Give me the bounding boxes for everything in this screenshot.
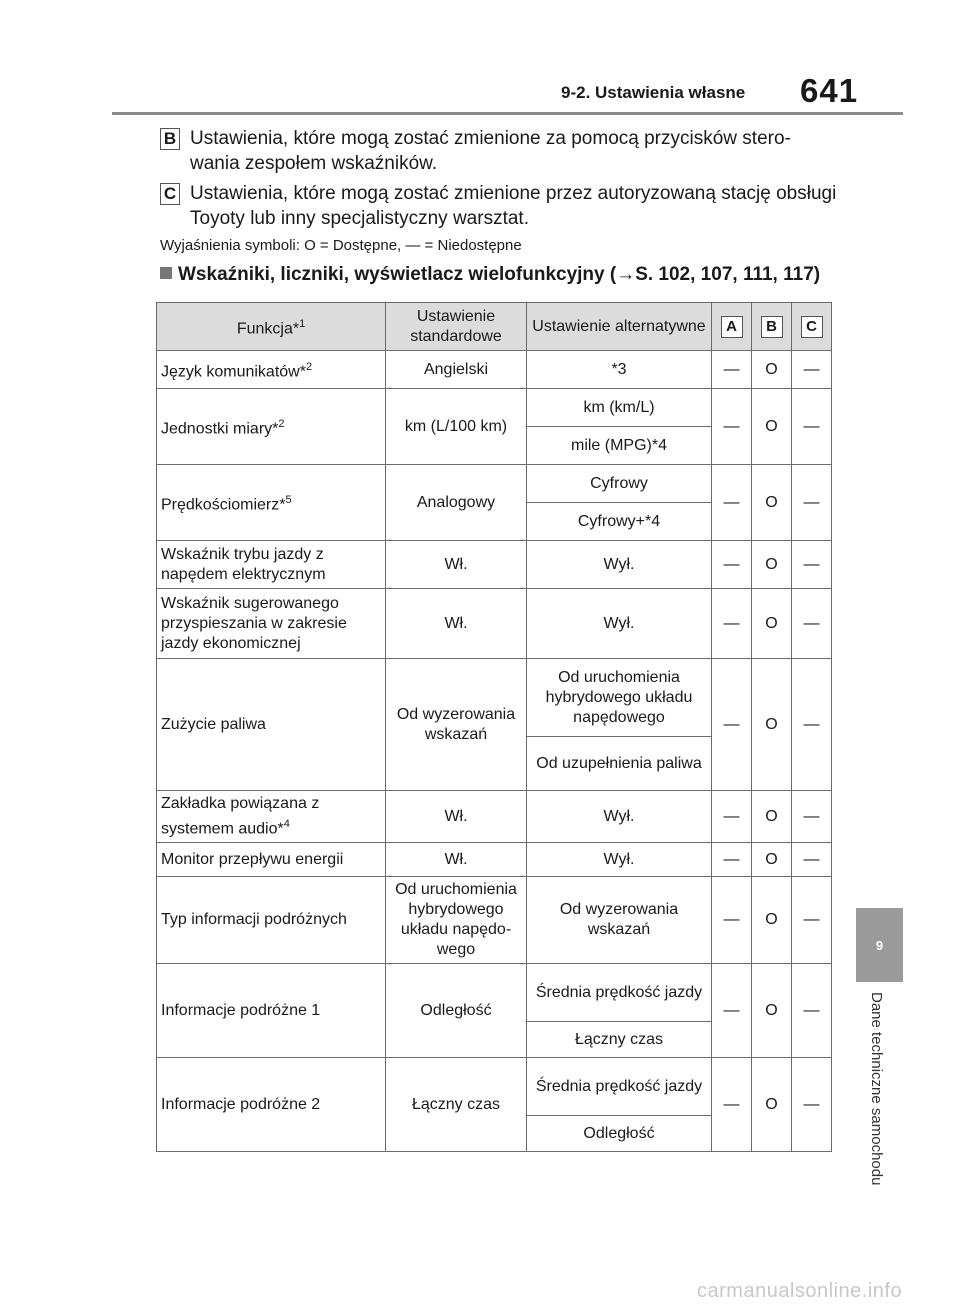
column-c-cell: —	[792, 964, 832, 1058]
column-b-cell: O	[752, 1058, 792, 1152]
function-label: Informacje podróżne 1	[161, 1001, 321, 1019]
watermark: carmanualsonline.info	[697, 1280, 903, 1302]
column-a-cell: —	[712, 465, 752, 541]
standard-cell: Angielski	[386, 351, 527, 389]
standard-cell: Odległość	[386, 964, 527, 1058]
standard-cell: Wł.	[386, 843, 527, 877]
alternative-cell: Cyfrowy	[527, 465, 712, 503]
column-a-cell: —	[712, 389, 752, 465]
column-c-cell: —	[792, 389, 832, 465]
function-cell	[157, 877, 386, 964]
square-bullet-icon	[160, 267, 172, 279]
column-c-cell: —	[792, 541, 832, 589]
table-row	[157, 1058, 832, 1116]
function-cell	[157, 351, 386, 389]
table-row	[157, 877, 832, 964]
alternative-cell: Średnia prędkość jazdy	[527, 1058, 712, 1116]
function-cell	[157, 589, 386, 659]
chapter-tab: 9	[856, 908, 903, 982]
standard-cell: Od wyzerowania wskazań	[386, 659, 527, 791]
function-label: Wskaźnik trybu jazdy z napędem elektrycznym	[161, 545, 326, 583]
function-footnote: 5	[285, 493, 292, 506]
column-b-cell: O	[752, 389, 792, 465]
section-title: 9-2. Ustawienia własne	[561, 83, 746, 102]
column-c-cell: —	[792, 351, 832, 389]
column-a-cell: —	[712, 351, 752, 389]
symbol-legend: Wyjaśnienia symboli: O = Dostępne, — = Niedostępne	[160, 237, 522, 254]
function-label: Wskaźnik sugerowanego przyspieszania w zakresie jazdy ekonomicznej	[161, 594, 347, 652]
alternative-cell: Wył.	[527, 791, 712, 843]
column-a-cell: —	[712, 589, 752, 659]
column-b-cell: O	[752, 791, 792, 843]
table-row	[157, 389, 832, 427]
table-header-row	[157, 303, 832, 351]
chapter-label: Dane techniczne samochodu	[868, 992, 885, 1186]
header-alternative: Ustawienie alternatywne	[527, 303, 712, 351]
alternative-cell: Cyfrowy+*4	[527, 503, 712, 541]
column-c-cell: —	[792, 877, 832, 964]
alternative-cell: Łączny czas	[527, 1022, 712, 1058]
column-c-cell: —	[792, 843, 832, 877]
standard-cell: Wł.	[386, 791, 527, 843]
column-a-cell: —	[712, 541, 752, 589]
header-c-box: C	[801, 316, 823, 338]
function-cell	[157, 389, 386, 465]
function-footnote: 4	[283, 818, 290, 830]
table-row	[157, 465, 832, 503]
note-c-box: C	[160, 183, 180, 205]
header-function-footnote: 1	[299, 317, 306, 330]
alternative-cell: Wył.	[527, 843, 712, 877]
table-row	[157, 659, 832, 737]
header-a-box: A	[721, 316, 743, 338]
column-c-cell: —	[792, 791, 832, 843]
alternative-cell: km (km/L)	[527, 389, 712, 427]
alternative-cell: Wył.	[527, 589, 712, 659]
function-cell	[157, 659, 386, 791]
table-heading	[160, 264, 820, 286]
standard-cell: km (L/100 km)	[386, 389, 527, 465]
header-function-label: Funkcja*	[236, 320, 300, 338]
function-cell	[157, 541, 386, 589]
function-label: Zakładka powiązana z systemem audio*	[161, 795, 320, 838]
function-cell	[157, 1058, 386, 1152]
header-a	[712, 303, 752, 351]
standard-cell: Łączny czas	[386, 1058, 527, 1152]
column-c-cell: —	[792, 659, 832, 791]
standard-cell: Od uruchomienia hybrydowego układu napędo-wego	[386, 877, 527, 964]
column-b-cell: O	[752, 877, 792, 964]
column-b-cell: O	[752, 465, 792, 541]
table-row	[157, 589, 832, 659]
column-c-cell: —	[792, 465, 832, 541]
table-row	[157, 541, 832, 589]
header-b	[752, 303, 792, 351]
alternative-cell: Wył.	[527, 541, 712, 589]
column-c-cell: —	[792, 1058, 832, 1152]
alternative-cell: Odległość	[527, 1116, 712, 1152]
column-b-cell: O	[752, 589, 792, 659]
alternative-cell: Od uzupełnienia paliwa	[527, 737, 712, 791]
function-label: Język komunikatów*	[161, 363, 306, 381]
column-a-cell: —	[712, 843, 752, 877]
function-cell	[157, 964, 386, 1058]
header-rule	[112, 112, 903, 115]
function-label: Prędkościomierz*	[161, 496, 286, 514]
function-label: Jednostki miary*	[161, 420, 279, 438]
table-row	[157, 791, 832, 843]
alternative-cell: Od wyzerowania wskazań	[527, 877, 712, 964]
column-a-cell: —	[712, 659, 752, 791]
header-standard: Ustawienie standardowe	[386, 303, 527, 351]
table-row	[157, 964, 832, 1022]
header-function	[157, 303, 386, 351]
column-a-cell: —	[712, 964, 752, 1058]
settings-table	[156, 302, 832, 1152]
page-number: 641	[800, 72, 859, 109]
alternative-cell: mile (MPG)*4	[527, 427, 712, 465]
column-b-cell: O	[752, 351, 792, 389]
function-label: Monitor przepływu energii	[161, 850, 344, 868]
note-b-text: Ustawienia, które mogą zostać zmienione za pomocą przycisków stero-wania zespołem wskaźników.	[190, 128, 791, 174]
function-cell	[157, 465, 386, 541]
column-a-cell: —	[712, 877, 752, 964]
column-a-cell: —	[712, 791, 752, 843]
header-c	[792, 303, 832, 351]
alternative-cell: Od uruchomienia hybrydowego układu napędowego	[527, 659, 712, 737]
table-heading-text: Wskaźniki, liczniki, wyświetlacz wielofunkcyjny (→S. 102, 107, 111, 117)	[178, 264, 821, 285]
table-row	[157, 351, 832, 389]
table-row	[157, 843, 832, 877]
standard-cell: Wł.	[386, 589, 527, 659]
function-label: Zużycie paliwa	[161, 715, 266, 733]
column-b-cell: O	[752, 541, 792, 589]
function-label: Typ informacji podróżnych	[161, 911, 347, 929]
column-b-cell: O	[752, 843, 792, 877]
function-footnote: 2	[278, 417, 285, 430]
note-c-text: Ustawienia, które mogą zostać zmienione przez autoryzowaną stację obsługi Toyoty lub inny specjalistyczny warsztat.	[190, 183, 837, 229]
alternative-cell: Średnia prędkość jazdy	[527, 964, 712, 1022]
function-footnote: 2	[305, 360, 313, 373]
standard-cell: Analogowy	[386, 465, 527, 541]
column-b-cell: O	[752, 659, 792, 791]
column-b-cell: O	[752, 964, 792, 1058]
column-c-cell: —	[792, 589, 832, 659]
function-cell	[157, 791, 386, 843]
alternative-cell: *3	[527, 351, 712, 389]
note-b-box: B	[160, 128, 180, 150]
header-b-box: B	[761, 316, 783, 338]
function-cell	[157, 843, 386, 877]
function-label: Informacje podróżne 2	[161, 1095, 321, 1113]
standard-cell: Wł.	[386, 541, 527, 589]
column-a-cell: —	[712, 1058, 752, 1152]
